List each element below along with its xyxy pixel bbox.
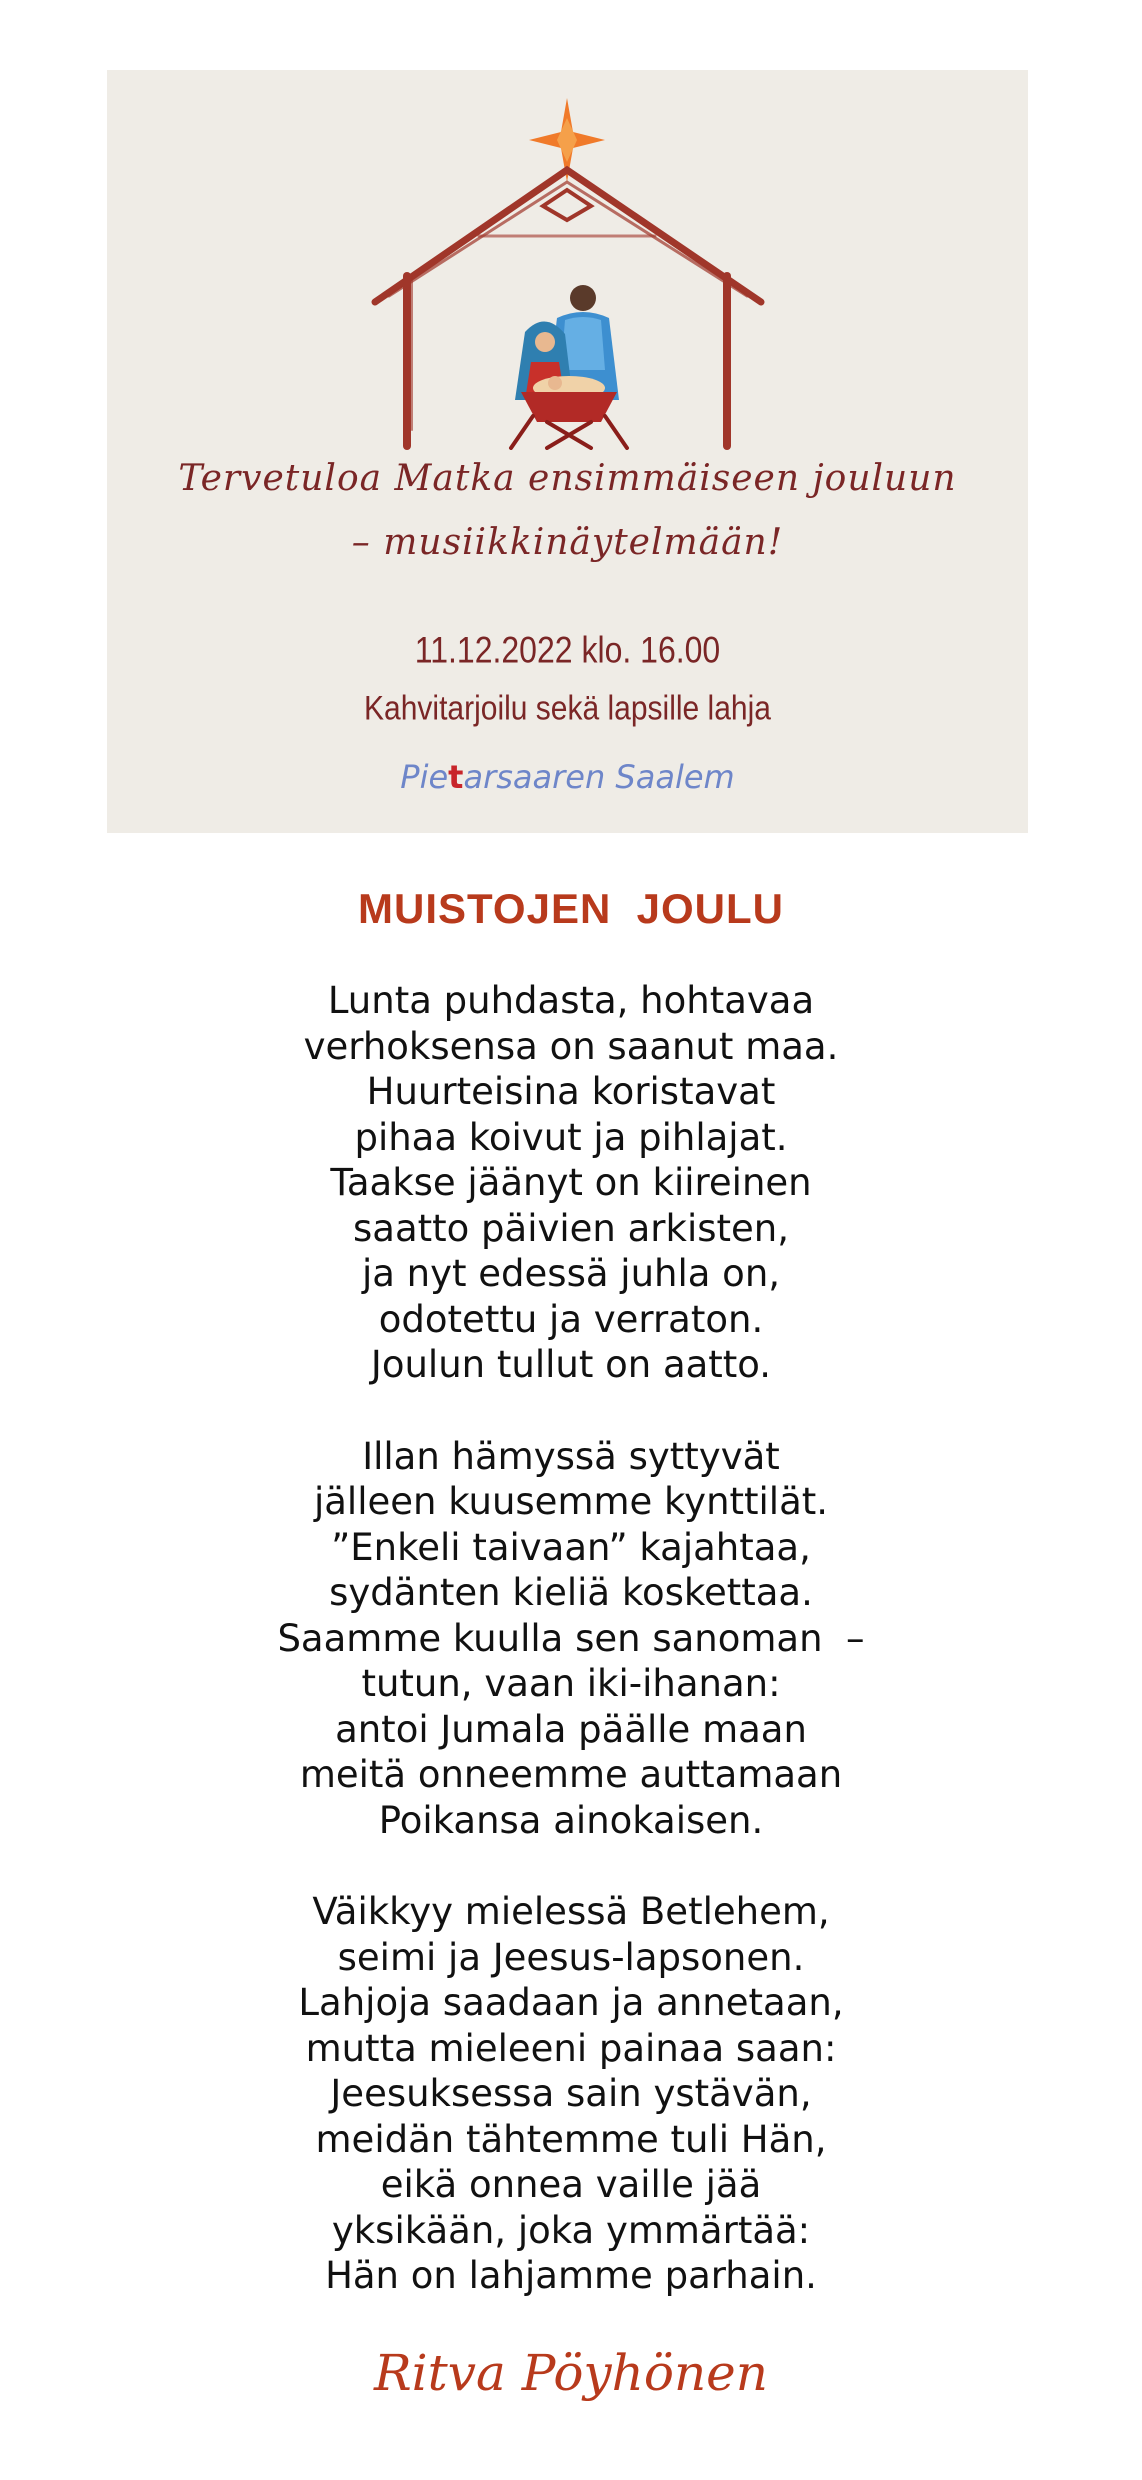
- poem-title: MUISTOJEN JOULU: [358, 885, 784, 932]
- poem-line: odotettu ja verraton.: [378, 1297, 764, 1341]
- church-name: [107, 758, 1028, 796]
- poem-line: Lahjoja saadaan ja annetaan,: [298, 1981, 844, 2024]
- poem-line: Hän on lahjamme parhain.: [325, 2254, 817, 2297]
- poem-line: Taakse jäänyt on kiireinen: [330, 1161, 812, 1204]
- poem-line: Illan hämyssä syttyvät: [362, 1434, 780, 1478]
- poem-line: Joulun tullut on aatto.: [370, 1343, 772, 1386]
- poem-line: mutta mieleeni painaa saan:: [305, 2026, 837, 2070]
- invitation-card: [107, 70, 1028, 833]
- poem-line: verhoksensa on saanut maa.: [303, 1024, 839, 1068]
- poem-line: Jeesuksessa sain ystävän,: [330, 2072, 812, 2115]
- poem-line: Huurteisina koristavat: [366, 1070, 776, 1113]
- poem-line: ja nyt edessä juhla on,: [361, 1252, 781, 1295]
- poem-line: yksikään, joka ymmärtää:: [331, 2208, 811, 2252]
- poem-line: tutun, vaan iki-ihanan:: [361, 1662, 781, 1705]
- author-signature: Ritva Pöyhönen: [374, 2344, 768, 2402]
- poem-line: pihaa koivut ja pihlajat.: [354, 1115, 788, 1159]
- church-name-part-1: Pie: [400, 758, 449, 796]
- stanza-2: [0, 1434, 1142, 1844]
- poem-line: meidän tähtemme tuli Hän,: [315, 2117, 827, 2161]
- church-name-part-2: arsaaren Saalem: [463, 758, 735, 796]
- greeting-line-1: Tervetuloa Matka ensimmäiseen jouluun: [178, 458, 957, 499]
- poem-line: saatto päivien arkisten,: [353, 1206, 789, 1250]
- stanza-1: [0, 978, 1142, 1388]
- nativity-illustration: [107, 70, 1028, 450]
- event-info: Kahvitarjoilu sekä lapsille lahja: [364, 689, 771, 728]
- poem-line: seimi ja Jeesus-lapsonen.: [337, 1935, 805, 1979]
- poem-line: sydänten kieliä koskettaa.: [329, 1571, 813, 1614]
- cross-letter: t: [448, 758, 464, 796]
- stanza-3: [0, 1889, 1142, 2299]
- poem-line: Poikansa ainokaisen.: [378, 1798, 764, 1842]
- poem-line: Lunta puhdasta, hohtavaa: [327, 979, 815, 1022]
- event-date-time: 11.12.2022 klo. 16.00: [414, 629, 721, 671]
- poem-line: eikä onnea vaille jää: [380, 2163, 762, 2206]
- poem-line: ”Enkeli taivaan” kajahtaa,: [331, 1525, 811, 1569]
- poem-line: antoi Jumala päälle maan: [335, 1707, 807, 1751]
- poem-line: meitä onneemme auttamaan: [299, 1753, 843, 1796]
- poem-line: jälleen kuusemme kynttilät.: [313, 1480, 829, 1523]
- greeting-line-2: – musiikkinäytelmään!: [351, 522, 784, 563]
- poem-body: [0, 978, 1142, 2345]
- poem-line: Saamme kuulla sen sanoman –: [277, 1616, 865, 1660]
- poem-line: Väikkyy mielessä Betlehem,: [312, 1890, 830, 1933]
